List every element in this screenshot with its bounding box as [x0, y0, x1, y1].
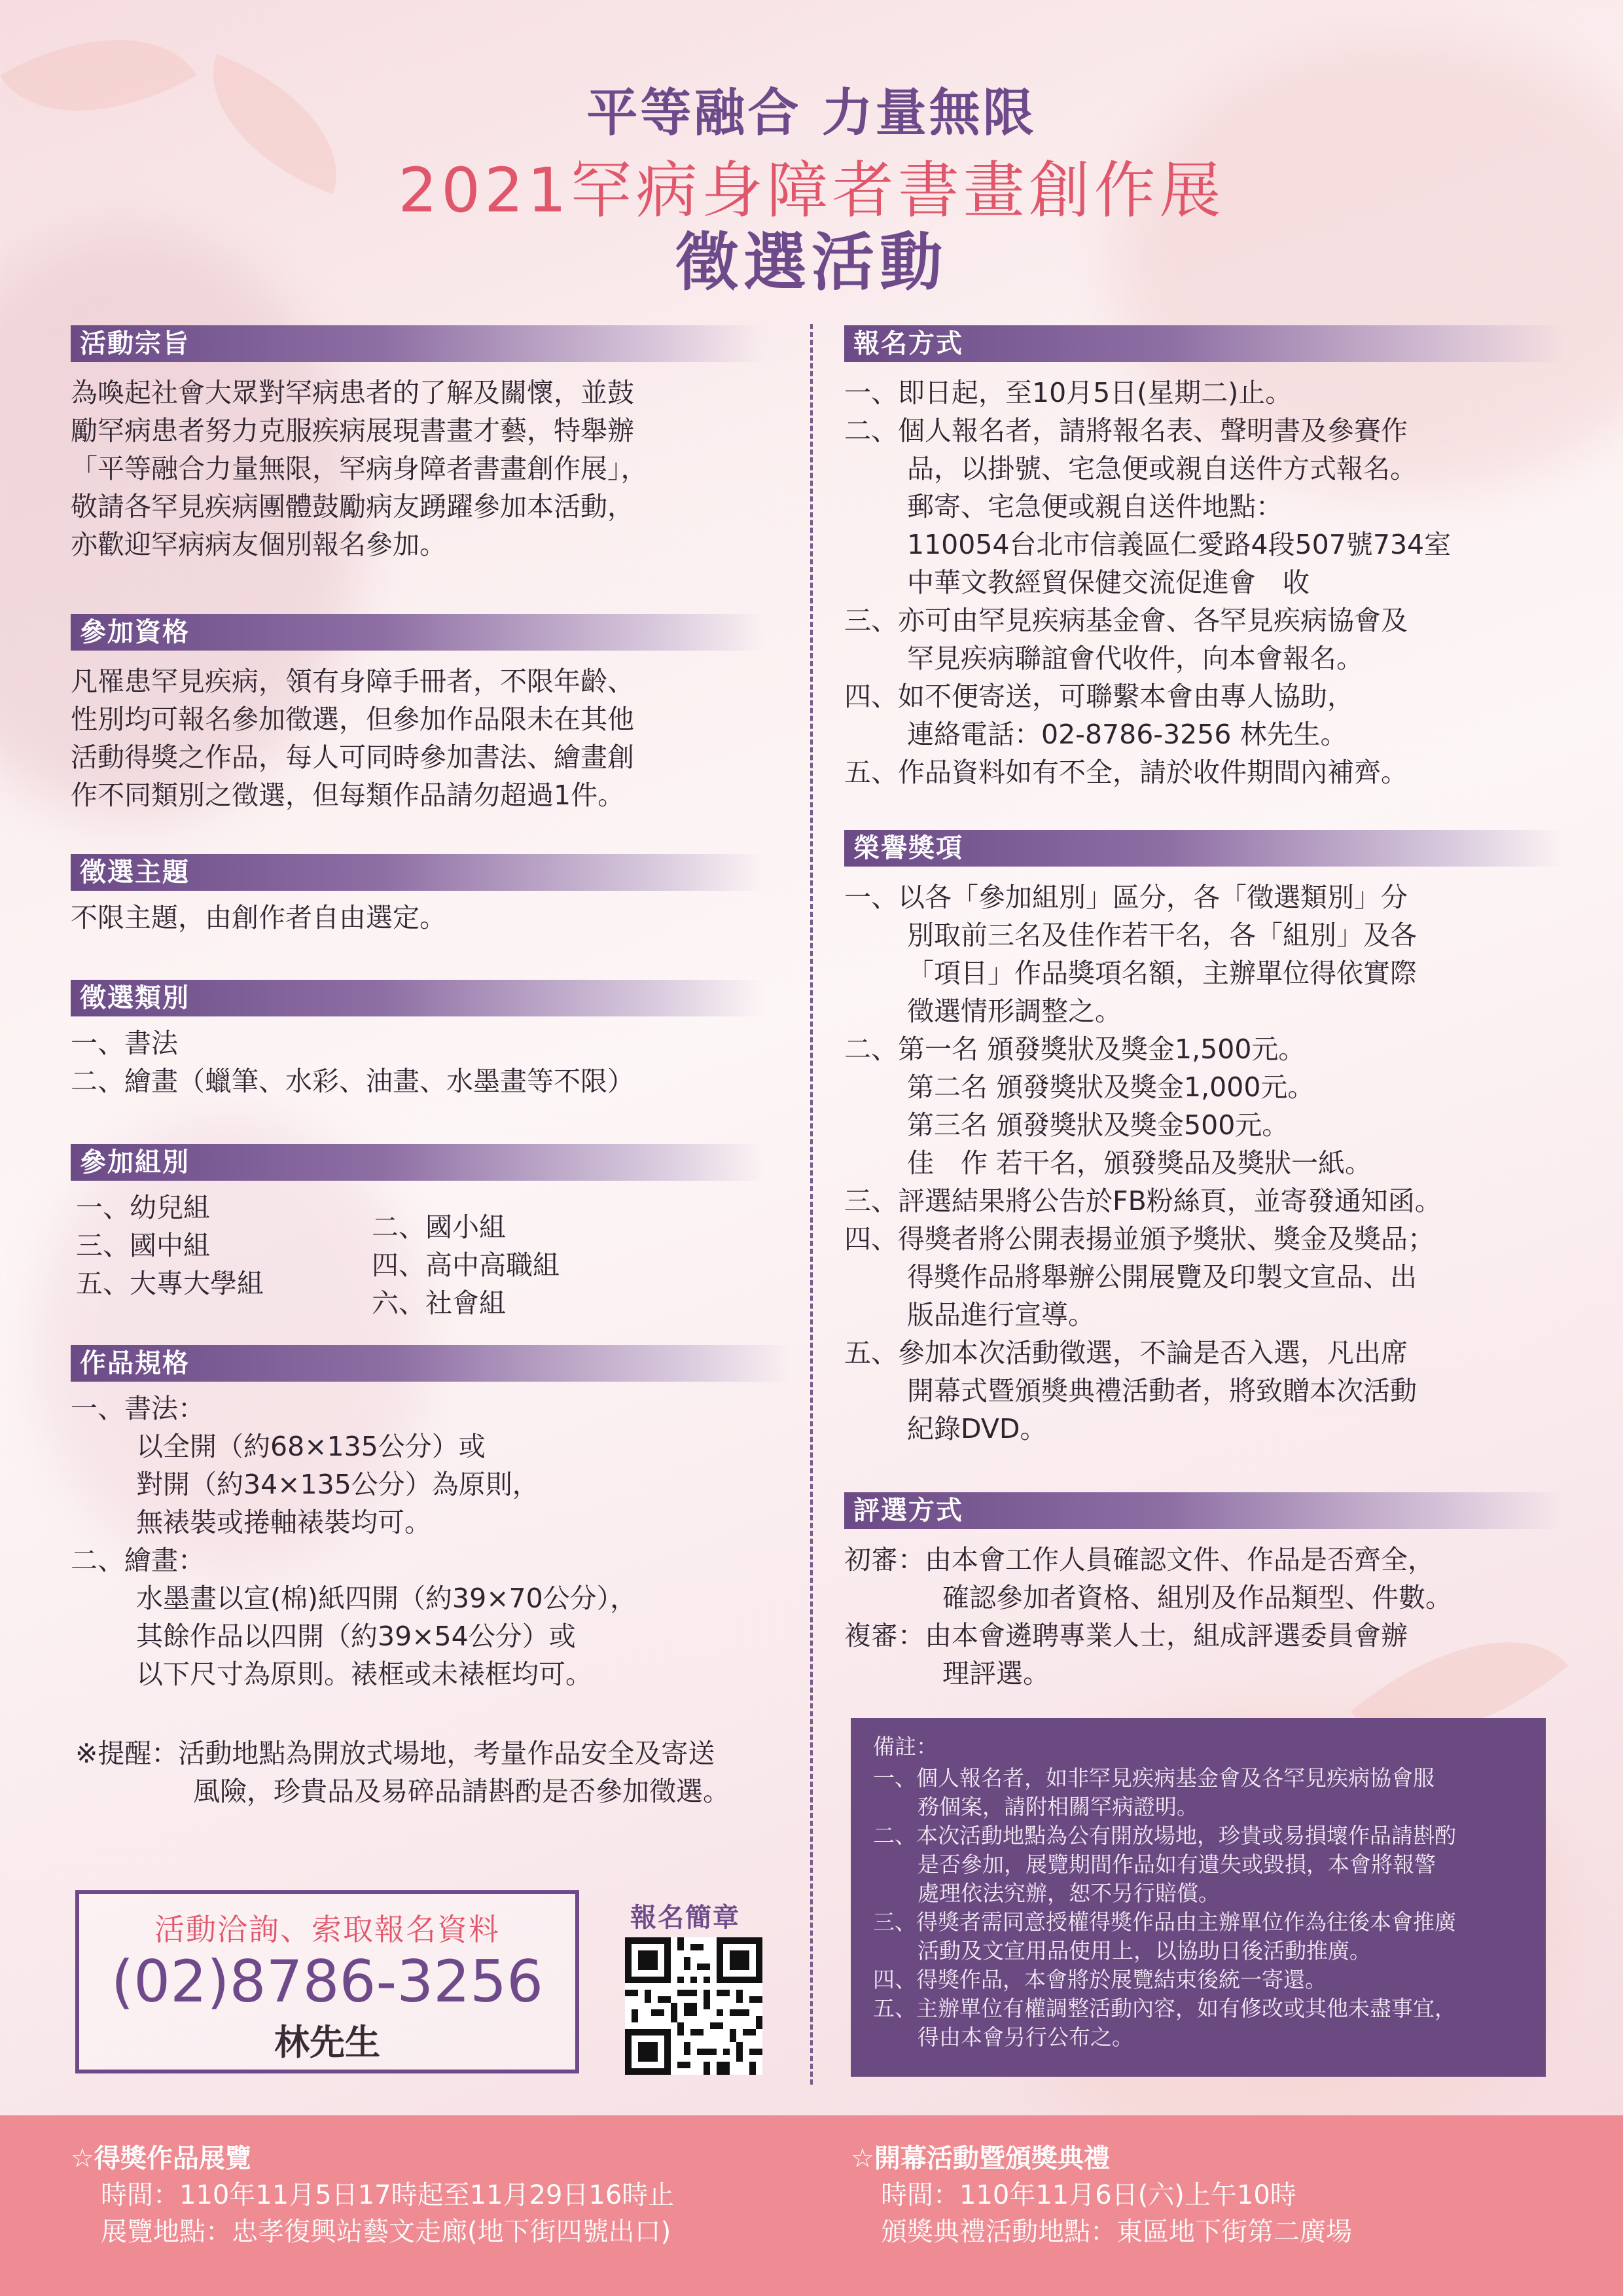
paragraph-line: 以全開（約68×135公分）或 — [136, 1431, 486, 1462]
list-item: 一、書法： — [71, 1393, 205, 1424]
section-specs — [71, 1345, 791, 1693]
paragraph-line: 「平等融合力量無限，罕病身障者書畫創作展」， — [71, 453, 648, 484]
paragraph-line: 第二名 頒發獎狀及獎金1,000元。 — [907, 1071, 1315, 1103]
paragraph-line: 水墨畫以宣(棉)紙四開（約39×70公分）， — [136, 1583, 637, 1614]
list-item: 一、以各「參加組別」區分，各「徵選類別」分 — [844, 882, 1408, 913]
section-title: 活動宗旨 — [71, 325, 764, 362]
contact-box — [75, 1890, 579, 2073]
list-item: 五、參加本次活動徵選，不論是否入選，凡出席 — [844, 1337, 1408, 1369]
note-line: 務個案，請附相關罕病證明。 — [918, 1794, 1198, 1820]
note-line: 處理依法究辦，恕不另行賠償。 — [918, 1880, 1220, 1906]
section-groups — [71, 1144, 764, 1319]
list-item: 三、國中組 — [76, 1230, 210, 1261]
section-purpose — [71, 325, 764, 564]
list-item: 四、如不便寄送，可聯繫本會由專人協助， — [844, 681, 1354, 712]
contact-label: 活動洽詢、索取報名資料 — [154, 1912, 500, 1947]
paragraph-line: 敬請各罕見疾病團體鼓勵病友踴躍參加本活動， — [71, 491, 634, 522]
paragraph-line: 理評選。 — [942, 1658, 1050, 1689]
list-item: 四、得獎者將公開表揚並頒予獎狀、獎金及獎品； — [844, 1223, 1435, 1255]
qr-label: 報名簡章 — [630, 1903, 740, 1933]
paragraph-line: 不限主題，由創作者自由選定。 — [71, 902, 446, 933]
list-item: 初審：由本會工作人員確認文件、作品是否齊全， — [844, 1544, 1435, 1575]
list-item: 三、亦可由罕見疾病基金會、各罕見疾病協會及 — [844, 605, 1408, 636]
paragraph-line: 性別均可報名參加徵選，但參加作品限未在其他 — [71, 704, 634, 735]
paragraph-line: 紀錄DVD。 — [907, 1413, 1047, 1444]
ceremony-place: 頒獎典禮活動地點：東區地下街第二廣場 — [881, 2217, 1352, 2247]
list-item: 一、書法 — [71, 1028, 178, 1059]
paragraph-line: 品，以掛號、宅急便或親自送件方式報名。 — [907, 453, 1417, 484]
section-eligibility — [71, 614, 764, 814]
list-item: 五、大專大學組 — [76, 1268, 264, 1299]
event-subtitle: 徵選活動 — [675, 226, 948, 299]
paragraph-line: 對開（約34×135公分）為原則， — [136, 1469, 539, 1500]
paragraph-line: 連絡電話：02-8786-3256 林先生。 — [907, 719, 1347, 750]
list-item: 複審：由本會遴聘專業人士，組成評選委員會辦 — [844, 1620, 1408, 1651]
section-awards — [844, 830, 1564, 1448]
paragraph-line: 風險，珍貴品及易碎品請斟酌是否參加徵選。 — [193, 1776, 730, 1807]
paragraph-line: 罕見疾病聯誼會代收件，向本會報名。 — [907, 643, 1363, 674]
section-title: 評選方式 — [844, 1492, 1564, 1529]
paragraph-line: 別取前三名及佳作若干名，各「組別」及各 — [907, 920, 1417, 951]
paragraph-line: 作不同類別之徵選，但每類作品請勿超過1件。 — [71, 780, 625, 811]
ceremony-title: ☆開幕活動暨頒獎典禮 — [851, 2144, 1110, 2174]
section-categories — [71, 980, 764, 1100]
list-item: 一、即日起，至10月5日(星期二)止。 — [844, 377, 1293, 408]
section-title: 徵選主題 — [71, 854, 764, 891]
contact-person: 林先生 — [274, 2022, 380, 2063]
list-item: 六、社會組 — [372, 1287, 506, 1319]
ceremony-time: 時間：110年11月6日(六)上午10時 — [881, 2180, 1296, 2210]
paragraph-line: 凡罹患罕見疾病，領有身障手冊者，不限年齡、 — [71, 666, 634, 697]
exhibition-info — [71, 2140, 674, 2250]
paragraph-line: 版品進行宣導。 — [907, 1299, 1095, 1331]
reminder-note — [75, 1734, 802, 1810]
list-item: 二、第一名 頒發獎狀及獎金1,500元。 — [844, 1033, 1306, 1065]
paragraph-line: 其餘作品以四開（約39×54公分）或 — [136, 1621, 576, 1652]
notes-title: 備註： — [873, 1734, 938, 1759]
note-item: 五、主辦單位有權調整活動內容，如有修改或其他未盡事宜， — [873, 1996, 1456, 2021]
paragraph-line: 活動得獎之作品，每人可同時參加書法、繪畫創 — [71, 742, 634, 773]
notes-box — [851, 1718, 1546, 2077]
paragraph-line: 郵寄、宅急便或親自送件地點： — [907, 491, 1283, 522]
list-item: 二、個人報名者，請將報名表、聲明書及參賽作 — [844, 415, 1408, 446]
section-title: 報名方式 — [844, 325, 1564, 362]
paragraph-line: 「項目」作品獎項名額，主辦單位得依實際 — [907, 958, 1417, 989]
paragraph-line: 中華文教經貿保健交流促進會 收 — [907, 567, 1310, 598]
note-line: 是否參加，展覽期間作品如有遺失或毀損，本會將報警 — [918, 1852, 1436, 1877]
list-item: 二、繪畫（蠟筆、水彩、油畫、水墨畫等不限） — [71, 1066, 634, 1097]
section-title: 參加組別 — [71, 1144, 764, 1181]
list-item: 四、高中高職組 — [372, 1249, 560, 1281]
paragraph-line: 確認參加者資格、組別及作品類型、件數。 — [942, 1582, 1452, 1613]
section-title: 徵選類別 — [71, 980, 764, 1016]
note-item: 二、本次活動地點為公有開放場地，珍貴或易損壞作品請斟酌 — [873, 1823, 1456, 1848]
paragraph-line: 徵選情形調整之。 — [907, 996, 1122, 1027]
section-judging — [844, 1492, 1564, 1693]
list-item: 一、幼兒組 — [76, 1192, 210, 1223]
list-item: 二、繪畫： — [71, 1545, 205, 1576]
paragraph-line: 開幕式暨頒獎典禮活動者，將致贈本次活動 — [907, 1375, 1417, 1407]
section-title: 參加資格 — [71, 614, 764, 651]
note-item: 四、得獎作品，本會將於展覽結束後統一寄還。 — [873, 1967, 1327, 1992]
exhibition-place: 展覽地點：忠孝復興站藝文走廊(地下街四號出口) — [101, 2217, 671, 2247]
list-item: 二、國小組 — [372, 1211, 506, 1243]
paragraph-line: 第三名 頒發獎狀及獎金500元。 — [907, 1109, 1289, 1141]
note-line: 活動及文宣用品使用上，以協助日後活動推廣。 — [918, 1938, 1371, 1964]
note-item: 三、得獎者需同意授權得獎作品由主辦單位作為往後本會推廣 — [873, 1909, 1456, 1935]
paragraph-line: 無裱裝或捲軸裱裝均可。 — [136, 1507, 431, 1538]
paragraph-line: 勵罕病患者努力克服疾病展現書畫才藝，特舉辦 — [71, 415, 634, 446]
list-item: 五、作品資料如有不全，請於收件期間內補齊。 — [844, 757, 1408, 788]
exhibition-title: ☆得獎作品展覽 — [71, 2144, 251, 2174]
paragraph-line: 得獎作品將舉辦公開展覽及印製文宣品、出 — [907, 1261, 1417, 1293]
note-item: 一、個人報名者，如非罕見疾病基金會及各罕見疾病協會服 — [873, 1765, 1435, 1791]
ceremony-info — [851, 2140, 1352, 2250]
paragraph-line: 亦歡迎罕病病友個別報名參加。 — [71, 529, 446, 560]
section-registration — [844, 325, 1564, 791]
event-slogan: 平等融合 力量無限 — [586, 84, 1037, 143]
qr-code-icon[interactable] — [625, 1937, 762, 2075]
list-item: 三、評選結果將公告於FB粉絲頁，並寄發通知函。 — [844, 1185, 1442, 1217]
event-title: 2021罕病身障者書畫創作展 — [398, 155, 1225, 226]
section-theme — [71, 854, 764, 937]
paragraph-line: 佳 作 若干名，頒發獎品及獎狀一紙。 — [907, 1147, 1372, 1179]
section-title: 榮譽獎項 — [844, 830, 1564, 867]
paragraph-line: ※提醒：活動地點為開放式場地，考量作品安全及寄送 — [75, 1738, 715, 1769]
note-line: 得由本會另行公布之。 — [918, 2024, 1133, 2050]
paragraph-line: 以下尺寸為原則。裱框或未裱框均可。 — [136, 1659, 592, 1690]
column-divider — [810, 324, 813, 2085]
exhibition-time: 時間：110年11月5日17時起至11月29日16時止 — [101, 2180, 675, 2210]
contact-phone[interactable]: (02)8786-3256 — [111, 1948, 544, 2015]
section-title: 作品規格 — [71, 1345, 791, 1382]
paragraph-line: 為喚起社會大眾對罕病患者的了解及關懷，並鼓 — [71, 377, 634, 408]
mailing-address: 110054台北市信義區仁愛路4段507號734室 — [907, 529, 1452, 560]
footer-banner — [0, 2115, 1623, 2296]
